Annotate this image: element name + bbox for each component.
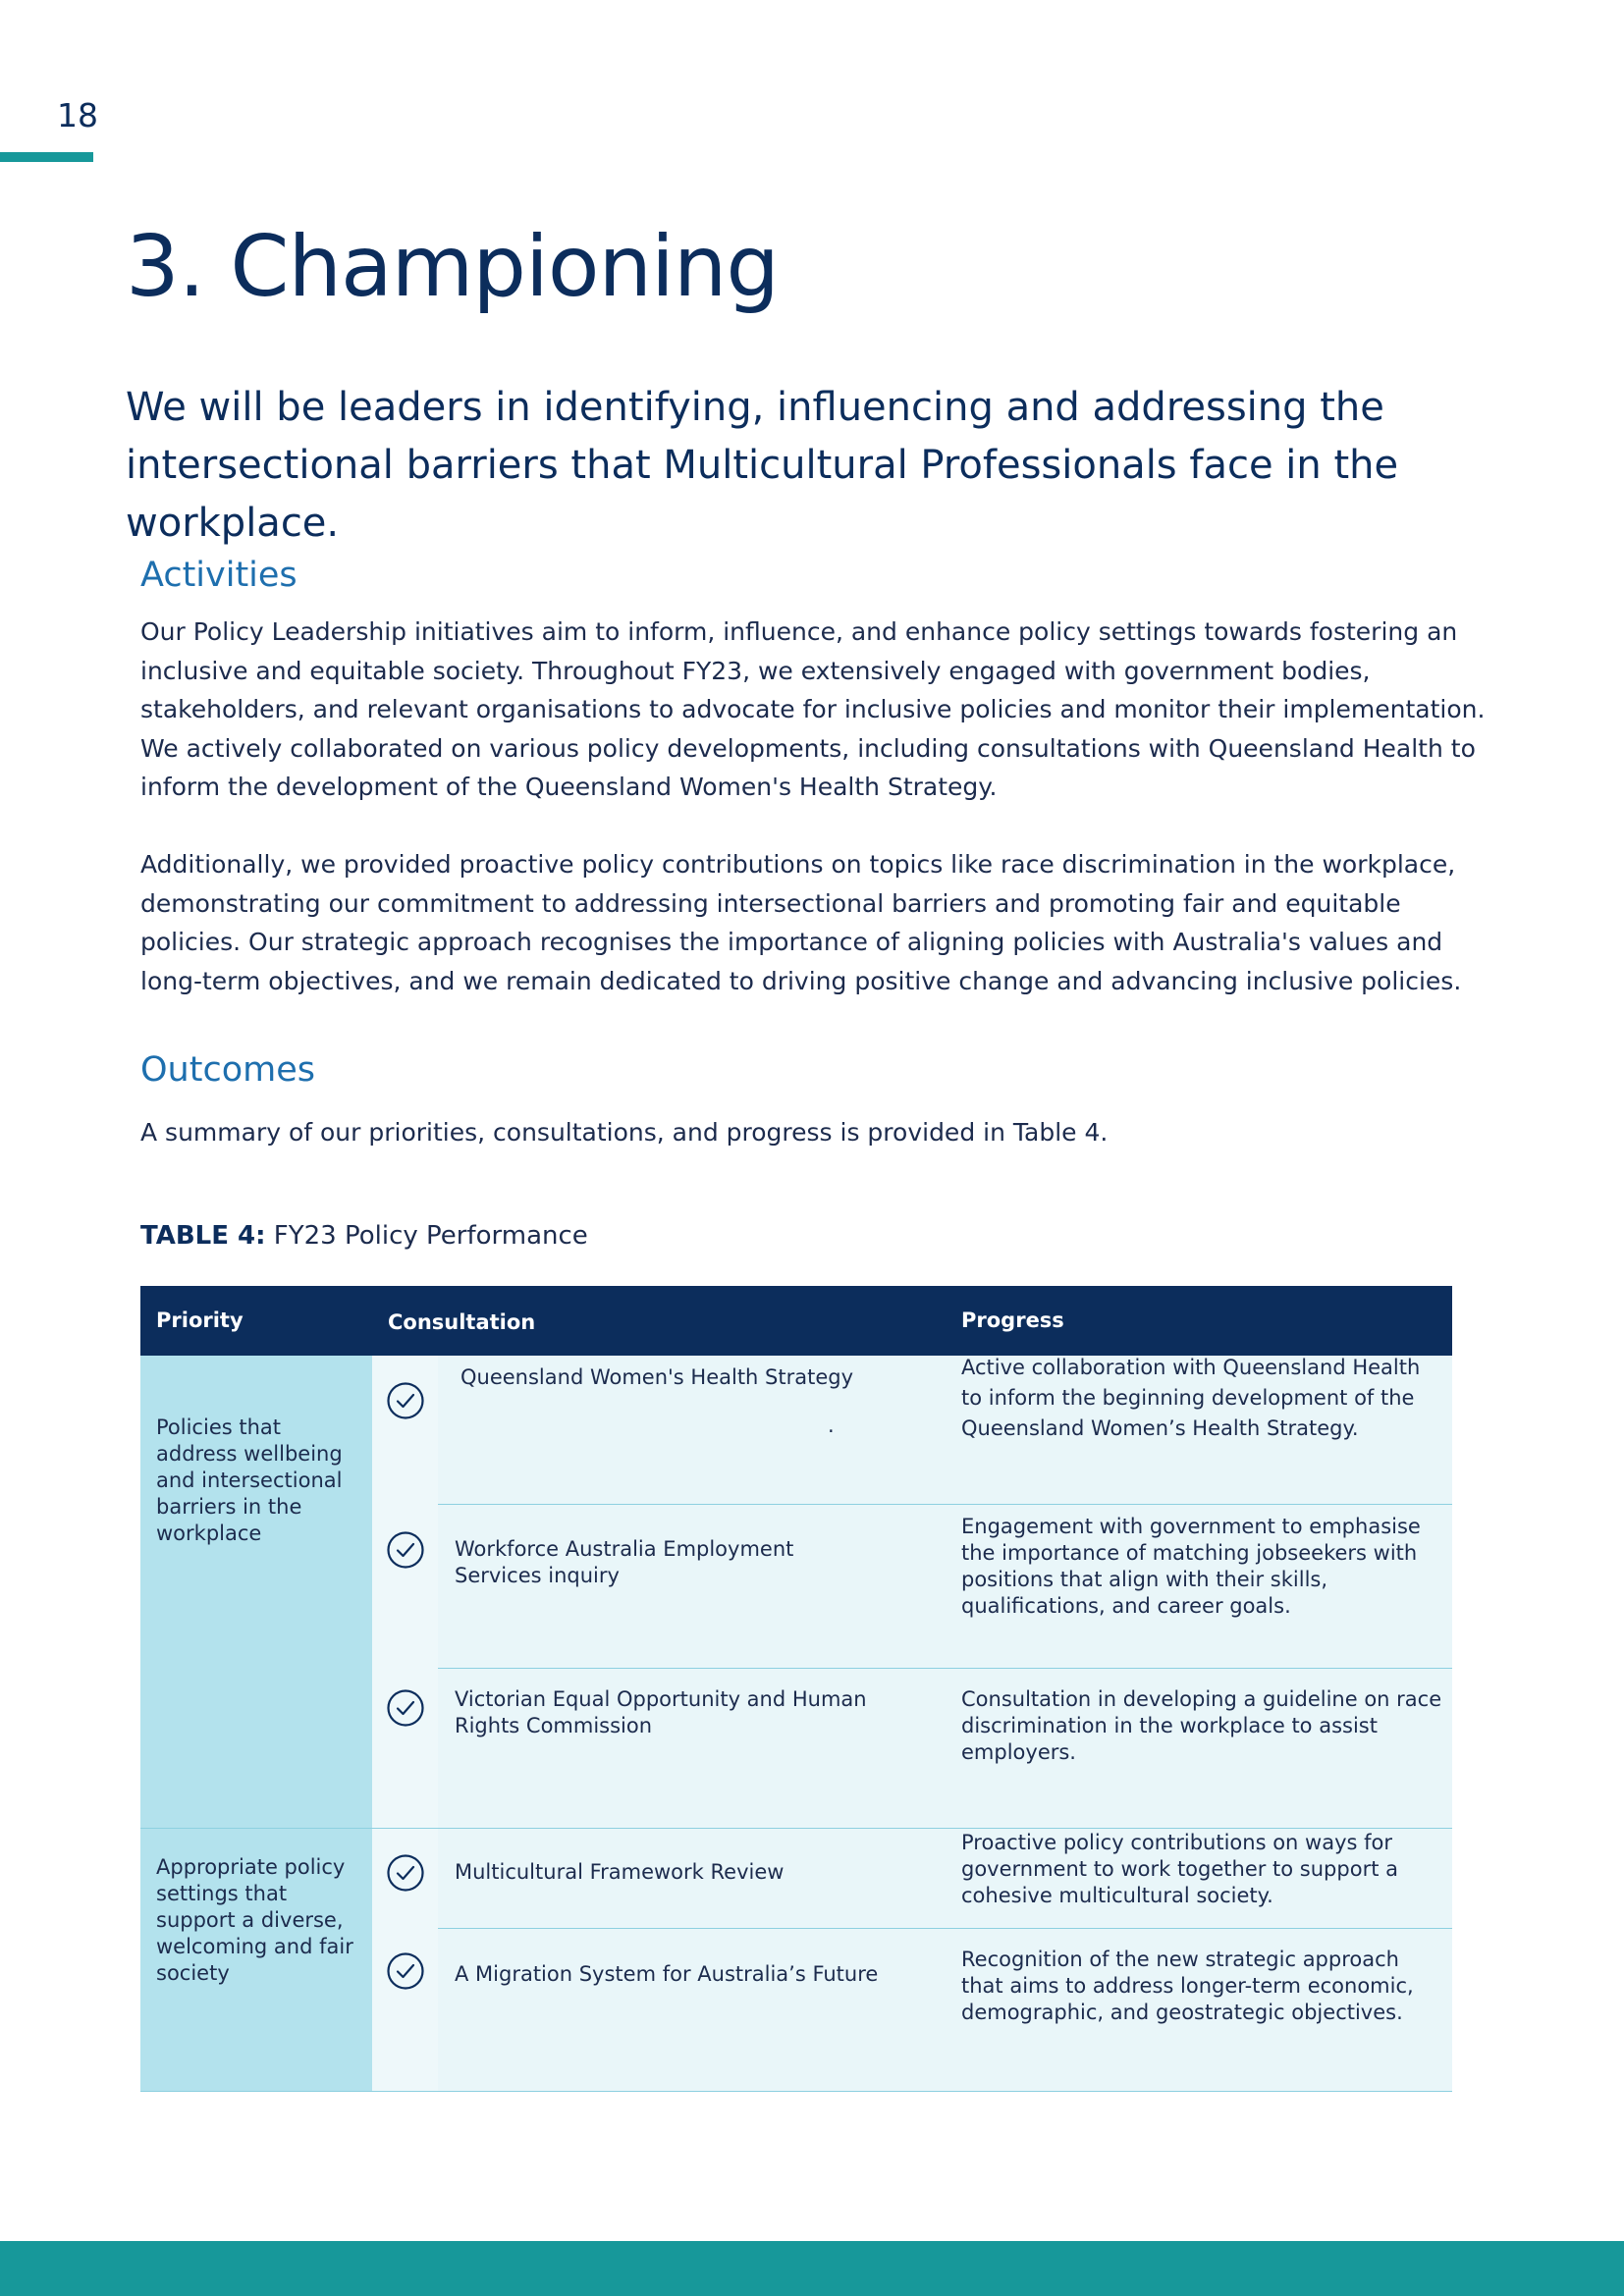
consultation-text: Queensland Women's Health Strategy [460,1365,854,1389]
table-caption-label: TABLE 4: [140,1221,266,1251]
consultation-text: Workforce Australia Employment Services inquiry [455,1537,794,1587]
activities-paragraph-1: Our Policy Leadership initiatives aim to inform, influence, and enhance policy settings towards fostering an inclusive and equitable society. Throughout FY23, we extensively engaged with government bodies, stakeholders, and relevant organisations to advocate for inclusive policies and monitor their implementation. We actively collaborated on various policy developments, including consultations with Queensland Health to inform the development of the Queensland Women's Health Strategy. [140,617,1486,801]
page-number-accent [0,152,93,162]
progress-text: Active collaboration with Queensland Health to inform the beginning development of the Queensland Women’s Health Strategy. [961,1356,1421,1440]
table-header [140,1286,1452,1356]
check-circle-icon [387,1854,424,1892]
row-divider [140,1828,1083,1829]
page-number: 18 [57,96,98,134]
priority-cell-1 [140,1356,372,1828]
footer-bar [0,2241,1624,2296]
check-circle-icon [387,1382,424,1419]
consultation-text: Victorian Equal Opportunity and Human Rights Commission [455,1687,867,1737]
priority-text-2: Appropriate policy settings that support a diverse, welcoming and fair society [156,1855,353,1985]
row-divider [946,1504,1452,1505]
policy-performance-table [140,1286,1452,2092]
activities-heading: Activities [140,556,298,595]
row-divider [946,1928,1452,1929]
progress-text: Recognition of the new strategic approach that aims to address longer-term economic, demographic, and geostrategic objectives. [961,1948,1414,2024]
page-title: 3. Championing [126,218,780,316]
table-stray-mark: . [828,1414,835,1437]
row-divider [140,2091,1452,2092]
check-circle-icon [387,1689,424,1727]
header-consultation: Consultation [388,1310,536,1334]
consultation-text: A Migration System for Australia’s Future [455,1962,879,1986]
check-circle-icon [387,1531,424,1569]
row-divider [946,1668,1452,1669]
check-circle-icon [387,1952,424,1990]
progress-text: Consultation in developing a guideline on race discrimination in the workplace to assist employers. [961,1687,1442,1764]
header-priority: Priority [156,1308,244,1332]
consultation-text: Multicultural Framework Review [455,1860,785,1884]
activities-paragraph-2: Additionally, we provided proactive policy contributions on topics like race discrimination in the workplace, demonstrating our commitment to addressing intersectional barriers and promoting fair and equitable policies. Our strategic approach recognises the importance of aligning policies with Australia's values and long-term objectives, and we remain dedicated to driving positive change and advancing inclusive policies. [140,850,1462,995]
table-caption-text: FY23 Policy Performance [265,1221,588,1251]
header-progress: Progress [961,1308,1064,1332]
progress-text: Proactive policy contributions on ways for government to work together to support a cohesive multicultural society. [961,1831,1398,1907]
lead-statement: We will be leaders in identifying, influencing and addressing the intersectional barriers that Multicultural Professionals face in the workplace. [126,385,1399,546]
progress-text: Engagement with government to emphasise the importance of matching jobseekers with positions that align with their skills, qualifications, and career goals. [961,1515,1421,1618]
table-caption [140,1221,588,1251]
priority-text-1: Policies that address wellbeing and intersectional barriers in the workplace [156,1415,343,1545]
row-divider [946,1828,1452,1829]
priority-cell-2 [140,1828,372,2092]
outcomes-heading: Outcomes [140,1050,315,1090]
outcomes-text: A summary of our priorities, consultations, and progress is provided in Table 4. [140,1118,1109,1147]
